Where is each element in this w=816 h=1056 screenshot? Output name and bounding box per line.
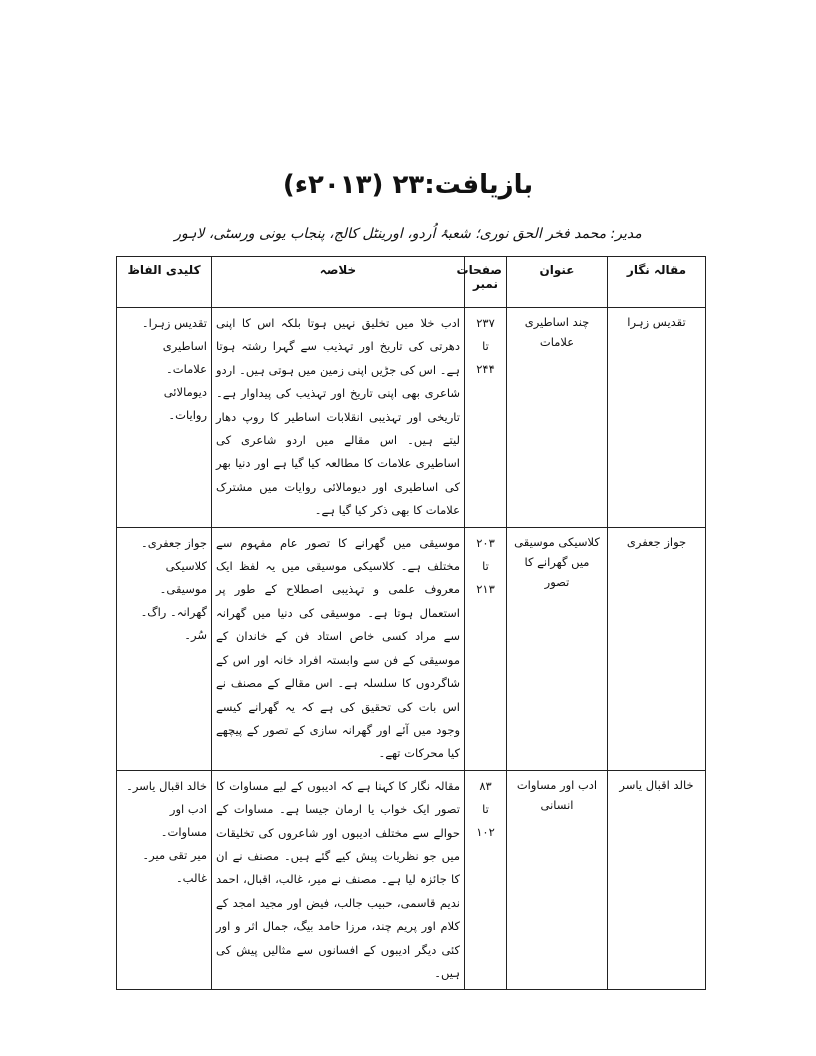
page-end: ۱۰۲: [476, 824, 495, 839]
cell-pages: [465, 308, 507, 528]
table-row: [117, 308, 706, 528]
cell-author: خالد اقبال یاسر: [608, 770, 706, 990]
page-end: ۲۴۴: [476, 362, 495, 376]
cell-pages: [465, 770, 507, 990]
page-title: بازیافت:۲۳ (۲۰۱۳ء): [282, 170, 534, 200]
articles-table: [116, 256, 706, 990]
keyword: گھرانہ۔ راگ۔: [140, 604, 207, 619]
keyword: روایات۔: [168, 408, 207, 422]
header-keywords: کلیدی الفاظ: [117, 257, 212, 308]
table-row: [117, 770, 706, 990]
page-start: ۲۳۷: [476, 316, 495, 330]
page-start: ۸۳: [479, 778, 492, 793]
page-to: تا: [482, 339, 489, 353]
keyword: ادب اور: [169, 801, 207, 816]
page-to: تا: [482, 801, 489, 816]
keyword: مساوات۔: [160, 824, 207, 839]
keyword: خالد اقبال یاسر۔: [126, 778, 207, 793]
keyword: تقدیس زہرا۔: [141, 316, 207, 330]
header-pages: صفحات نمبر: [465, 257, 507, 308]
cell-keywords: [117, 770, 212, 990]
keyword: سُر۔: [184, 627, 207, 642]
editor-line: مدیر: محمد فخر الحق نوری؛ شعبۂ اُردو، اورینٹل کالج، پنجاب یونی ورسٹی، لاہور: [174, 226, 642, 242]
keyword: غالب۔: [175, 870, 207, 885]
keyword: اساطیری علامات۔: [162, 339, 207, 376]
cell-keywords: [117, 527, 212, 770]
cell-summary: موسیقی میں گھرانے کا تصور عام مفہوم سے مختلف ہے۔ کلاسیکی موسیقی میں یہ لفظ ایک معروف علمی و تہذیبی اصطلاح کے طور پر استعمال ہوتا ہے۔ موسیقی کی دنیا میں گھرانہ سے مراد کسی خاص استاد فن کے خاندان کے موسیقی کے فن سے وابستہ افراد خانہ اور اس کے شاگردوں کا سلسلہ ہے۔ اس مقالے کے مصنف نے اس بات کی تحقیق کی ہے کہ یہ گھرانے کیسے وجود میں آئے اور گھرانہ سازی کے تصور کے پیچھے کیا محرکات تھے۔: [212, 527, 465, 770]
page-end: ۲۱۳: [476, 581, 495, 596]
cell-pages: [465, 527, 507, 770]
cell-title: چند اساطیری علامات: [507, 308, 608, 528]
header-title: عنوان: [507, 257, 608, 308]
header-author: مقالہ نگار: [608, 257, 706, 308]
page-to: تا: [482, 558, 489, 573]
cell-title: ادب اور مساوات انسانی: [507, 770, 608, 990]
header-summary: خلاصہ: [212, 257, 465, 308]
table-row: [117, 527, 706, 770]
cell-title: کلاسیکی موسیقی میں گھرانے کا تصور: [507, 527, 608, 770]
cell-summary: ادب خلا میں تخلیق نہیں ہوتا بلکہ اس کا اپنی دھرتی کی تاریخ اور تہذیب سے گہرا رشتہ ہوتا ہے۔ اس کی جڑیں اپنی زمین میں ہوتی ہیں۔ اردو شاعری بھی اپنی تاریخ اور تہذیب کی پیداوار ہے۔ تاریخی اور تہذیبی انقلابات اساطیر کا روپ دھار لیتے ہیں۔ اس مقالے میں اردو شاعری کی اساطیری علامات کا مطالعہ کیا گیا ہے اور دنیا بھر کی اساطیری اور دیومالائی روایات میں مشترک علامات کا بھی ذکر کیا گیا ہے۔: [212, 308, 465, 528]
page-start: ۲۰۳: [476, 535, 495, 550]
cell-author: تقدیس زہرا: [608, 308, 706, 528]
cell-keywords: [117, 308, 212, 528]
keyword: کلاسیکی موسیقی۔: [159, 558, 207, 596]
cell-author: جواز جعفری: [608, 527, 706, 770]
table-header-row: [117, 257, 706, 308]
keyword: دیومالائی: [163, 385, 207, 399]
keyword: میر تقی میر۔: [142, 847, 207, 862]
keyword: جواز جعفری۔: [140, 535, 207, 550]
cell-summary: مقالہ نگار کا کہنا ہے کہ ادیبوں کے لیے مساوات کا تصور ایک خواب یا ارمان جیسا ہے۔ مساوات کے حوالے سے مختلف ادیبوں اور شاعروں کی تخلیقات میں جو نظریات پیش کیے گئے ہیں۔ مصنف نے ان کا جائزہ لیا ہے۔ مصنف نے میر، غالب، اقبال، احمد ندیم قاسمی، حبیب جالب، فیض اور مجید امجد کے کلام اور پریم چند، مرزا حامد بیگ، جمال اثر و اور کئی دیگر ادیبوں کے افسانوں سے مثالیں پیش کی ہیں۔: [212, 770, 465, 990]
